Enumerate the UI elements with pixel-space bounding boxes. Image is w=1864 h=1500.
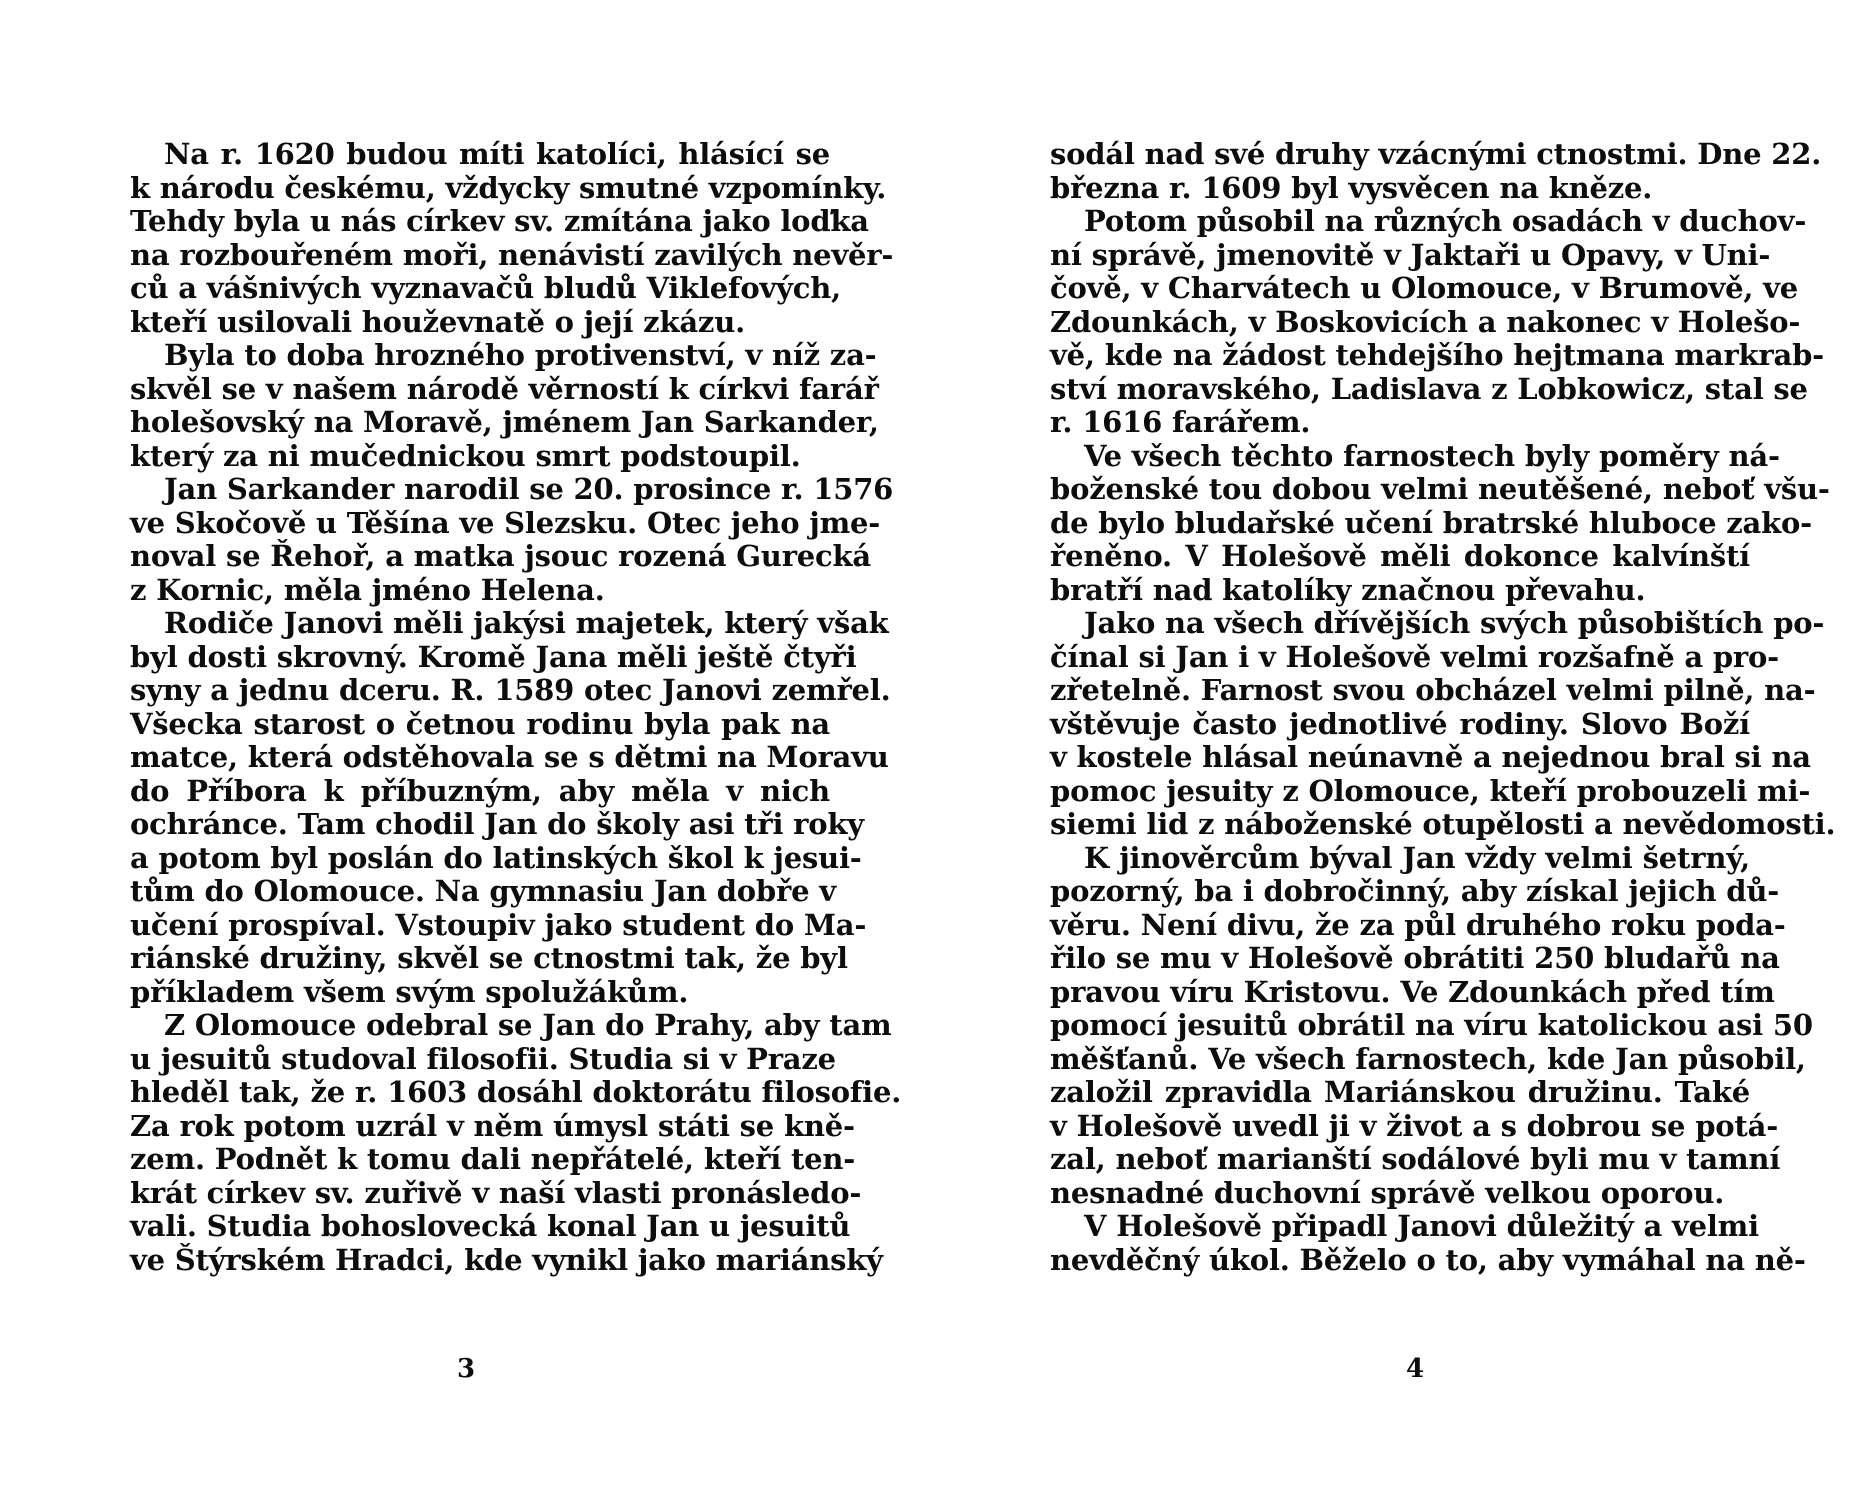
- text-line: hleděl tak, že r. 1603 dosáhl doktorátu filosofie.: [130, 1075, 902, 1109]
- paragraph: [130, 606, 891, 1009]
- text-line: Byla to doba hrozného protivenství, v níž za-: [164, 338, 877, 372]
- text-line: Jan Sarkander narodil se 20. prosince r. 1576: [164, 472, 894, 506]
- text-line: měšťanů. Ve všech farnostech, kde Jan působil,: [1050, 1041, 1806, 1076]
- text-line: byl dosti skrovný. Kromě Jana měli ještě čtyři: [130, 639, 857, 674]
- text-line: krát církev sv. zuřivě v naší vlasti pronásledo-: [130, 1175, 862, 1210]
- text-line: r. 1616 farářem.: [1050, 405, 1311, 439]
- paragraph: [1050, 1209, 1806, 1277]
- paragraph: [130, 472, 894, 607]
- text-line: Z Olomouce odebral se Jan do Prahy, aby tam: [164, 1008, 892, 1042]
- text-line: boženské tou dobou velmi neutěšené, neboť všu-: [1050, 472, 1830, 506]
- text-line: čínal si Jan i v Holešově velmi rozšafně a pro-: [1050, 639, 1779, 674]
- left-page-text: [130, 137, 902, 1277]
- text-line: Tehdy byla u nás církev sv. zmítána jako loďka: [130, 204, 869, 238]
- paragraph: [130, 137, 894, 339]
- text-line: ochránce. Tam chodil Jan do školy asi tři roky: [130, 807, 864, 841]
- text-line: vštěvuje často jednotlivé rodiny. Slovo Boží: [1050, 706, 1750, 741]
- paragraph: [1050, 438, 1830, 608]
- text-line: zem. Podnět k tomu dali nepřátelé, kteří ten-: [130, 1142, 856, 1176]
- text-line: sodál nad své druhy vzácnými ctnostmi. Dne 22.: [1050, 137, 1822, 171]
- text-line: noval se Řehoř, a matka jsouc rozená Gurecká: [130, 539, 871, 573]
- text-line: do Příbora k příbuzným, aby měla v nich: [130, 773, 830, 808]
- text-line: Všecka starost o četnou rodinu byla pak na: [130, 706, 830, 741]
- text-line: u jesuitů studoval filosofii. Studia si v Praze: [130, 1041, 836, 1076]
- text-line: který za ni mučednickou smrt podstoupil.: [130, 438, 801, 473]
- text-line: Zdounkách, v Boskovicích a nakonec v Holešo-: [1050, 304, 1801, 339]
- text-line: příkladem všem svým spolužákům.: [130, 974, 689, 1009]
- right-page-text: [1050, 137, 1836, 1277]
- paragraph: [1050, 137, 1822, 205]
- text-line: tům do Olomouce. Na gymnasiu Jan dobře v: [130, 874, 836, 908]
- text-line: K jinověrcům býval Jan vždy velmi šetrný,: [1084, 840, 1750, 875]
- text-line: Rodiče Janovi měli jakýsi majetek, který však: [164, 606, 889, 640]
- text-line: ve Skočově u Těšína ve Slezsku. Otec jeho jme-: [130, 505, 881, 540]
- text-line: řeněno. V Holešově měli dokonce kalvínští: [1050, 539, 1750, 573]
- text-line: pomocí jesuitů obrátil na víru katolickou asi 50: [1050, 1008, 1813, 1042]
- paragraph: [1050, 606, 1836, 842]
- text-line: kteří usilovali houževnatě o její zkázu.: [130, 304, 745, 339]
- text-line: nesnadné duchovní správě velkou oporou.: [1050, 1175, 1725, 1210]
- text-line: pravou víru Kristovu. Ve Zdounkách před tím: [1050, 974, 1775, 1009]
- text-line: nevděčný úkol. Běželo o to, aby vymáhal na ně-: [1050, 1242, 1806, 1277]
- text-line: riánské družiny, skvěl se ctnostmi tak, že byl: [130, 941, 848, 975]
- text-line: v Holešově uvedl ji v život a s dobrou se potá-: [1050, 1108, 1779, 1143]
- right-page: [932, 0, 1864, 1500]
- text-line: k národu českému, vždycky smutné vzpomínky.: [130, 170, 887, 205]
- text-line: a potom byl poslán do latinských škol k jesui-: [130, 840, 862, 875]
- text-line: března r. 1609 byl vysvěcen na kněze.: [1050, 170, 1653, 205]
- paragraph: [1050, 204, 1824, 440]
- text-line: zal, neboť marianští sodálové byli mu v tamní: [1050, 1142, 1781, 1176]
- page-number: 4: [1405, 1354, 1425, 1384]
- text-line: skvěl se v našem národě věrností k církvi farář: [130, 371, 879, 406]
- text-line: siemi lid z náboženské otupělosti a nevědomosti.: [1050, 807, 1836, 841]
- text-line: učení prospíval. Vstoupiv jako student do Ma-: [130, 907, 867, 942]
- paragraph: [130, 338, 879, 473]
- paragraph: [130, 1008, 902, 1277]
- page-number: 3: [456, 1354, 476, 1384]
- text-line: ství moravského, Ladislava z Lobkowicz, stal se: [1050, 371, 1808, 406]
- text-line: řilo se mu v Holešově obrátiti 250 bludařů na: [1050, 941, 1780, 975]
- text-line: založil zpravidla Mariánskou družinu. Také: [1050, 1075, 1750, 1109]
- text-line: vali. Studia bohoslovecká konal Jan u jesuitů: [130, 1209, 851, 1243]
- text-line: zřetelně. Farnost svou obcházel velmi pilně, na-: [1050, 673, 1816, 707]
- text-line: Jako na všech dřívějších svých působištích po-: [1084, 606, 1825, 640]
- text-line: syny a jednu dceru. R. 1589 otec Janovi zemřel.: [130, 673, 891, 707]
- text-line: ců a vášnivých vyznavačů bludů Viklefových,: [130, 271, 842, 305]
- text-line: bratří nad katolíky značnou převahu.: [1050, 572, 1646, 607]
- text-line: vě, kde na žádost tehdejšího hejtmana markrab-: [1050, 338, 1824, 372]
- text-line: z Kornic, měla jméno Helena.: [130, 572, 605, 607]
- text-line: Ve všech těchto farnostech byly poměry ná-: [1084, 438, 1780, 473]
- text-line: V Holešově připadl Janovi důležitý a velmi: [1084, 1209, 1759, 1243]
- text-line: pomoc jesuity z Olomouce, kteří probouzeli mi-: [1050, 773, 1811, 808]
- text-line: matce, která odstěhovala se s dětmi na Moravu: [130, 740, 889, 774]
- text-line: de bylo bludařské učení bratrské hluboce zako-: [1050, 505, 1813, 540]
- text-line: čově, v Charvátech u Olomouce, v Brumově, ve: [1050, 271, 1799, 305]
- text-line: ve Štýrském Hradci, kde vynikl jako mariánský: [130, 1242, 883, 1277]
- text-line: pozorný, ba i dobročinný, aby získal jejich dů-: [1050, 874, 1780, 908]
- text-line: věru. Není divu, že za půl druhého roku poda-: [1050, 907, 1786, 942]
- paragraph: [1050, 840, 1813, 1211]
- text-line: Potom působil na různých osadách v duchov-: [1084, 204, 1807, 238]
- text-line: na rozbouřeném moři, nenávistí zavilých nevěr-: [130, 237, 894, 272]
- text-line: Na r. 1620 budou míti katolíci, hlásící se: [164, 137, 830, 171]
- text-line: ní správě, jmenovitě v Jaktaři u Opavy, v Uni-: [1050, 237, 1771, 272]
- text-line: Za rok potom uzrál v něm úmysl státi se kně-: [130, 1108, 855, 1143]
- text-line: v kostele hlásal neúnavně a nejednou bral si na: [1050, 740, 1811, 774]
- text-line: holešovský na Moravě, jménem Jan Sarkander,: [130, 405, 879, 439]
